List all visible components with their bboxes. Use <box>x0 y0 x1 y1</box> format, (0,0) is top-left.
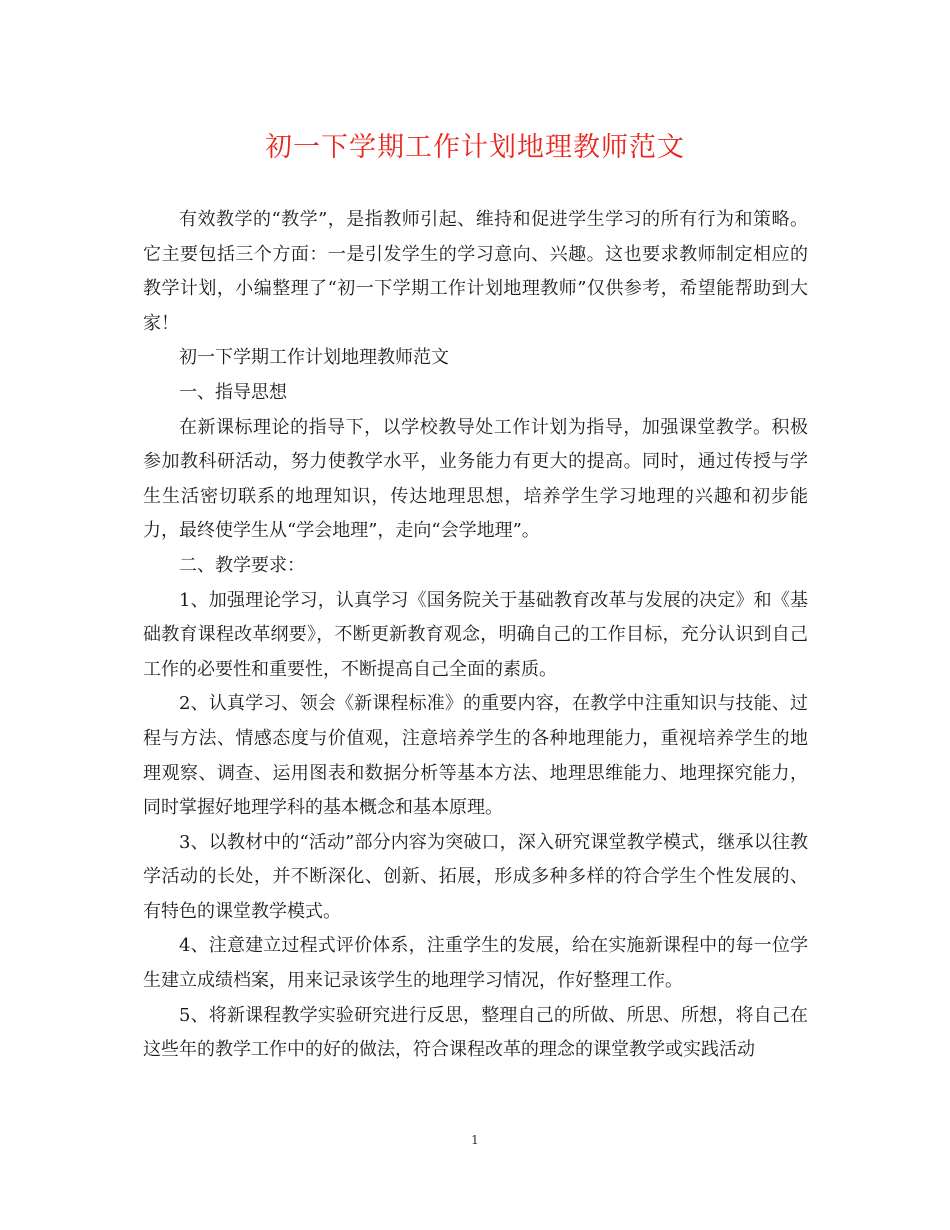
requirement-item-1: 1、加强理论学习，认真学习《国务院关于基础教育改革与发展的决定》和《基础教育课程改革纲要》，不断更新教育观念，明确自己的工作目标，充分认识到自己工作的必要性和重要性，不断提高自己全面的素质。 <box>143 589 808 680</box>
section-heading-guiding-thought: 一、指导思想 <box>179 381 287 403</box>
section-heading-teaching-requirements: 二、教学要求： <box>179 554 305 576</box>
document-body <box>143 203 808 1068</box>
paragraph-guiding-thought: 在新课标理论的指导下，以学校教导处工作计划为指导，加强课堂教学。积极参加教科研活动，努力使教学水平，业务能力有更大的提高。同时，通过传授与学生生活密切联系的地理知识，传达地理思想，培养学生学习地理的兴趣和初步能力，最终使学生从“学会地理”，走向“会学地理”。 <box>143 416 808 542</box>
paragraph-intro: 有效教学的“教学”，是指教师引起、维持和促进学生学习的所有行为和策略。它主要包括三个方面：一是引发学生的学习意向、兴趣。这也要求教师制定相应的教学计划，小编整理了“初一下学期工作计划地理教师”仅供参考，希望能帮助到大家！ <box>143 209 808 334</box>
requirement-item-5: 5、将新课程教学实验研究进行反思，整理自己的所做、所思、所想，将自己在这些年的教学工作中的好的做法，符合课程改革的理念的课堂教学或实践活动 <box>143 1004 808 1061</box>
requirement-item-3: 3、以教材中的“活动”部分内容为突破口，深入研究课堂教学模式，继承以往教学活动的长处，并不断深化、创新、拓展，形成多种多样的符合学生个性发展的、有特色的课堂教学模式。 <box>143 831 808 922</box>
requirement-item-4: 4、注意建立过程式评价体系，注重学生的发展，给在实施新课程中的每一位学生建立成绩档案，用来记录该学生的地理学习情况，作好整理工作。 <box>143 935 808 992</box>
requirement-item-2: 2、认真学习、领会《新课程标准》的重要内容，在教学中注重知识与技能、过程与方法、情感态度与价值观，注意培养学生的各种地理能力，重视培养学生的地理观察、调查、运用图表和数据分析等基本方法、地理思维能力、地理探究能力，同时掌握好地理学科的基本概念和基本原理。 <box>143 693 808 819</box>
page-number: 1 <box>471 1133 479 1147</box>
document-title: 初一下学期工作计划地理教师范文 <box>265 132 685 163</box>
paragraph-subtitle: 初一下学期工作计划地理教师范文 <box>179 347 449 369</box>
